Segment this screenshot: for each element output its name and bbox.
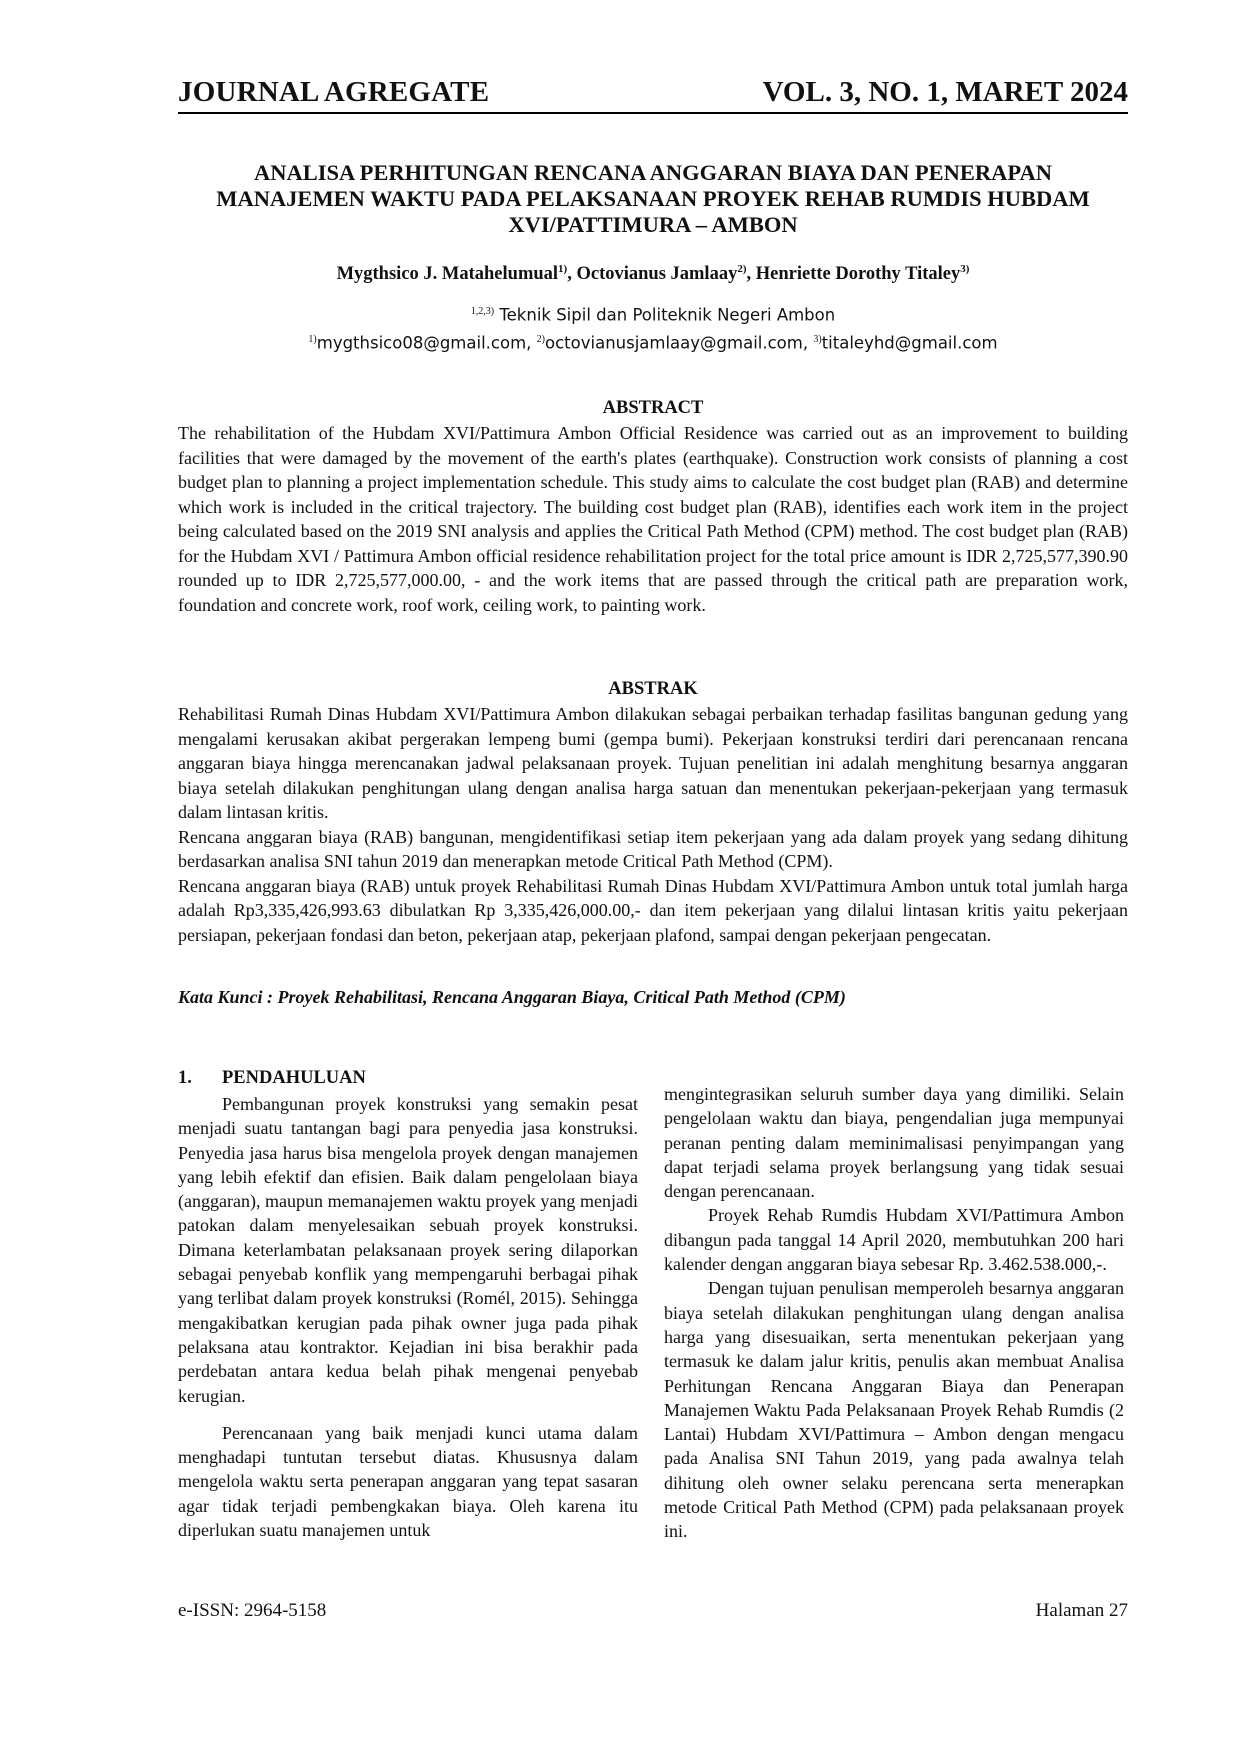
journal-name: JOURNAL AGREGATE xyxy=(178,76,490,108)
email-separator: , xyxy=(526,333,537,352)
abstrak-body xyxy=(178,702,1128,947)
email-mark: 1) xyxy=(308,333,317,345)
author-mark: 1) xyxy=(558,263,568,275)
body-paragraph: mengintegrasikan seluruh sumber daya yang dimiliki. Selain pengelolaan waktu dan biaya, pengendalian juga mempunyai peranan penting dalam meminimalisasi penyimpangan yang dapat terjadi selama proyek berlangsung yang tidak sesuai dengan perencanaan. xyxy=(664,1084,1124,1202)
keywords: Kata Kunci : Proyek Rehabilitasi, Rencana Anggaran Biaya, Critical Path Method (CPM) xyxy=(178,987,846,1007)
abstrak-heading: ABSTRAK xyxy=(608,679,698,699)
abstract-heading: ABSTRACT xyxy=(602,398,704,418)
section-title: PENDAHULUAN xyxy=(222,1068,366,1088)
author-separator: , xyxy=(746,264,756,285)
abstrak-paragraph: Rencana anggaran biaya (RAB) untuk proyek Rehabilitasi Rumah Dinas Hubdam XVI/Pattimura Ambon untuk total jumlah harga adalah Rp3,335,426,993.63 dibulatkan Rp 3,335,426,000.00,- dan item pekerjaan yang dilalui lintasan kritis yaitu pekerjaan persiapan, pekerjaan fondasi dan beton, pekerjaan atap, pekerjaan plafond, sampai dengan pekerjaan pengecatan. xyxy=(178,875,1128,945)
email-address: mygthsico08@gmail.com xyxy=(316,333,527,352)
email-mark: 3) xyxy=(813,333,822,345)
section-number: 1. xyxy=(178,1068,192,1088)
email-separator: , xyxy=(802,333,814,352)
affiliation-block xyxy=(178,300,1128,355)
affiliation-line xyxy=(178,300,1128,328)
email-line xyxy=(178,328,1128,356)
abstrak-paragraph: Rencana anggaran biaya (RAB) bangunan, mengidentifikasi setiap item pekerjaan yang ada dalam proyek yang sedang dihitung berdasarkan analisa SNI tahun 2019 dan menerapkan metode Critical Path Method (CPM). xyxy=(178,826,1128,871)
author-mark: 2) xyxy=(737,263,747,275)
email-address: titaleyhd@gmail.com xyxy=(821,333,998,352)
running-header xyxy=(178,76,1128,114)
volume-issue: VOL. 3, NO. 1, MARET 2024 xyxy=(762,76,1128,108)
abstract-body xyxy=(178,421,1128,617)
author-separator: , xyxy=(567,264,577,285)
paper-title: ANALISA PERHITUNGAN RENCANA ANGGARAN BIAYA DAN PENERAPAN MANAJEMEN WAKTU PADA PELAKSANAAN PROYEK REHAB RUMDIS HUBDAM XVI/PATTIMURA – AMBON xyxy=(216,160,1090,237)
email-mark: 2) xyxy=(536,333,545,345)
body-paragraph: Pembangunan proyek konstruksi yang semakin pesat menjadi suatu tantangan bagi para penyedia jasa konstruksi. Penyedia jasa harus bisa mengelola proyek dengan manajemen yang lebih efektif dan efisien. Baik dalam pengelolaan biaya (anggaran), maupun memanajemen waktu proyek yang menjadi patokan dalam menyelesaikan sebuah proyek konstruksi. Dimana keterlambatan pelaksanaan proyek sering dilaporkan sebagai penyebab konflik yang mempengaruhi berbagai pihak yang terlibat dalam proyek konstruksi (Romél, 2015). Sehingga mengakibatkan kerugian pada pihak owner juga pada pihak pelaksana atau kontraktor. Kejadian ini bisa berakhir pada perdebatan antara kedua belah pihak mengenai penyebab kerugian. xyxy=(178,1094,638,1406)
right-column xyxy=(664,1082,1124,1544)
abstrak-paragraph: Rehabilitasi Rumah Dinas Hubdam XVI/Pattimura Ambon dilakukan sebagai perbaikan terhadap fasilitas bangunan gedung yang mengalami kerusakan akibat pergerakan lempeng bumi (gempa bumi). Pekerjaan konstruksi terdiri dari perencanaan rencana anggaran biaya hingga merencanakan jadwal pelaksanaan proyek. Tujuan penelitian ini adalah menghitung besarnya anggaran biaya setelah dilakukan penghitungan ulang dengan analisa harga satuan dan menentukan pekerjaan-pekerjaan yang termasuk dalam lintasan kritis. xyxy=(178,704,1128,822)
email-address: octovianusjamlaay@gmail.com xyxy=(545,333,803,352)
author-name: Mygthsico J. Matahelumual xyxy=(336,264,559,285)
abstract-text: The rehabilitation of the Hubdam XVI/Pattimura Ambon Official Residence was carried out as an improvement to building facilities that were damaged by the movement of the earth's plates (earthquake). Construction work consists of planning a cost budget plan to planning a project implementation schedule. This study aims to calculate the cost budget plan (RAB) and determine which work is included in the critical trajectory. The building cost budget plan (RAB), identifies each work item in the project being calculated based on the 2019 SNI analysis and applies the Critical Path Method (CPM) method. The cost budget plan (RAB) for the Hubdam XVI / Pattimura Ambon official residence rehabilitation project for the total price amount is IDR 2,725,577,390.90 rounded up to IDR 2,725,577,000.00, - and the work items that are passed through the critical path are preparation work, foundation and concrete work, roof work, ceiling work, to painting work. xyxy=(178,423,1128,615)
body-paragraph: Perencanaan yang baik menjadi kunci utama dalam menghadapi tuntutan tersebut diatas. Khususnya dalam mengelola waktu serta penerapan anggaran yang tepat sasaran agar tidak terjadi pembengkakan biaya. Oleh karena itu diperlukan suatu manajemen untuk xyxy=(178,1422,638,1541)
footer-issn: e-ISSN: 2964-5158 xyxy=(178,1600,327,1621)
left-column xyxy=(178,1092,638,1542)
author-list xyxy=(178,263,1128,285)
author-name: Henriette Dorothy Titaley xyxy=(755,264,961,285)
affiliation-mark: 1,2,3) xyxy=(470,306,495,317)
affiliation-text: Teknik Sipil dan Politeknik Negeri Ambon xyxy=(494,305,836,325)
footer-page-number: Halaman 27 xyxy=(1035,1600,1128,1621)
section-heading xyxy=(178,1068,366,1089)
author-name: Octovianus Jamlaay xyxy=(576,264,738,285)
body-paragraph: Proyek Rehab Rumdis Hubdam XVI/Pattimura Ambon dibangun pada tanggal 14 April 2020, membutuhkan 200 hari kalender dengan anggaran biaya sebesar Rp. 3.462.538.000,-. xyxy=(664,1205,1124,1275)
body-paragraph: Dengan tujuan penulisan memperoleh besarnya anggaran biaya setelah dilakukan penghitungan ulang dengan analisa harga yang disesuaikan, serta menentukan pekerjaan yang termasuk ke dalam jalur kritis, penulis akan membuat Analisa Perhitungan Rencana Anggaran Biaya dan Penerapan Manajemen Waktu Pada Pelaksanaan Proyek Rehab Rumdis (2 Lantai) Hubdam XVI/Pattimura – Ambon dengan mengacu pada Analisa SNI Tahun 2019, yang pada awalnya telah dihitung oleh owner selaku perencana serta menerapkan metode Critical Path Method (CPM) pada pelaksanaan proyek ini. xyxy=(664,1278,1124,1542)
author-mark: 3) xyxy=(960,263,970,275)
